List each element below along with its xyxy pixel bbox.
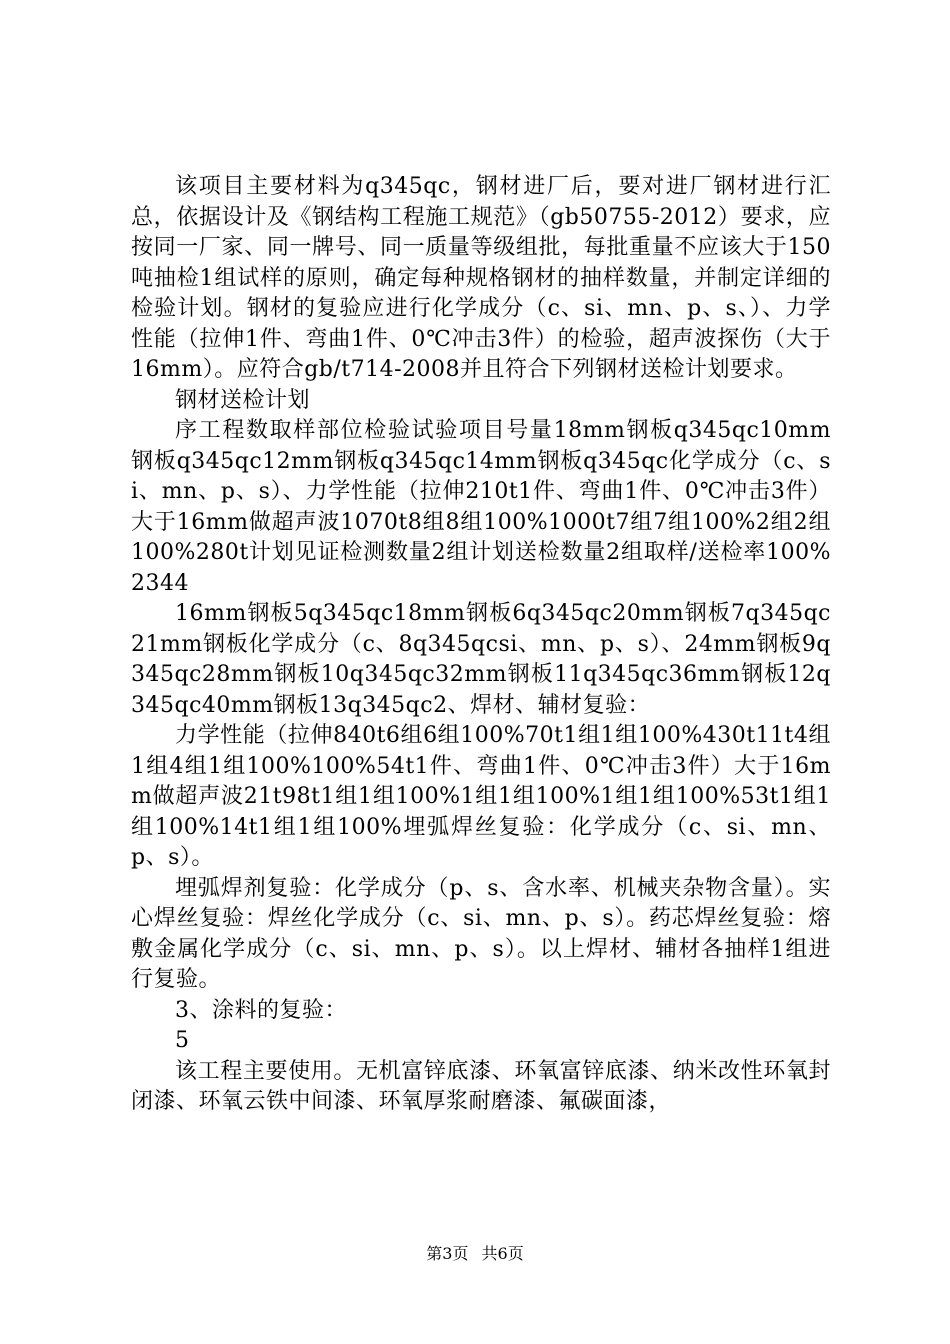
- paragraph-steel-plan-table-1: 序工程数取样部位检验试验项目号量18mm钢板q345qc10mm钢板q345qc12mm钢板q345qc14mm钢板q345qc化学成分（c、si、mn、p、s）、力学性能（拉伸210t1件、弯曲1件、0℃冲击3件）大于16mm做超声波1070t8组8组100%1000t7组7组100%2组2组100%280t计划见证检测数量2组计划送检数量2组取样/送检率100%2344: [131, 418, 831, 596]
- page-footer: [0, 1244, 950, 1264]
- page-number: 第3页: [426, 1244, 469, 1263]
- paragraph-steel-plan-table-2: 16mm钢板5q345qc18mm钢板6q345qc20mm钢板7q345qc21mm钢板化学成分（c、8q345qcsi、mn、p、s）、24mm钢板9q345qc28mm钢板10q345qc32mm钢板11q345qc36mm钢板12q345qc40mm钢板13q345qc2、焊材、辅材复验：: [131, 601, 831, 718]
- paragraph-section-number: 5: [175, 1028, 190, 1053]
- paragraph-steel-plan-heading: 钢材送检计划: [175, 387, 311, 413]
- page-total: 共6页: [481, 1244, 524, 1263]
- paragraph-welding-flux-recheck: 埋弧焊剂复验：化学成分（p、s、含水率、机械夹杂物含量）。实心焊丝复验：焊丝化学成分（c、si、mn、p、s）。药芯焊丝复验：熔敷金属化学成分（c、si、mn、p、s）。以上焊材、辅材各抽样1组进行复验。: [131, 875, 831, 992]
- document-body: [131, 172, 831, 1118]
- paragraph-material-overview: 该项目主要材料为q345qc，钢材进厂后，要对进厂钢材进行汇总，依据设计及《钢结构工程施工规范》（gb50755-2012）要求，应按同一厂家、同一牌号、同一质量等级组批，每批重量不应该大于150吨抽检1组试样的原则，确定每种规格钢材的抽样数量，并制定详细的检验计划。钢材的复验应进行化学成分（c、si、mn、p、s、）、力学性能（拉伸1件、弯曲1件、0℃冲击3件）的检验，超声波探伤（大于16mm）。应符合gb/t714-2008并且符合下列钢材送检计划要求。: [131, 174, 831, 382]
- paragraph-coating-usage: 该工程主要使用。无机富锌底漆、环氧富锌底漆、纳米改性环氧封闭漆、环氧云铁中间漆、环氧厚浆耐磨漆、氟碳面漆，: [131, 1058, 831, 1114]
- paragraph-steel-plan-table-3: 力学性能（拉伸840t6组6组100%70t1组1组100%430t11t4组1组4组1组100%100%54t1件、弯曲1件、0℃冲击3件）大于16mm做超声波21t98t1组1组100%1组1组100%1组1组100%53t1组1组100%14t1组1组100%埋弧焊丝复验：化学成分（c、si、mn、p、s）。: [131, 723, 831, 870]
- paragraph-coating-recheck-heading: 3、涂料的复验：: [175, 997, 347, 1023]
